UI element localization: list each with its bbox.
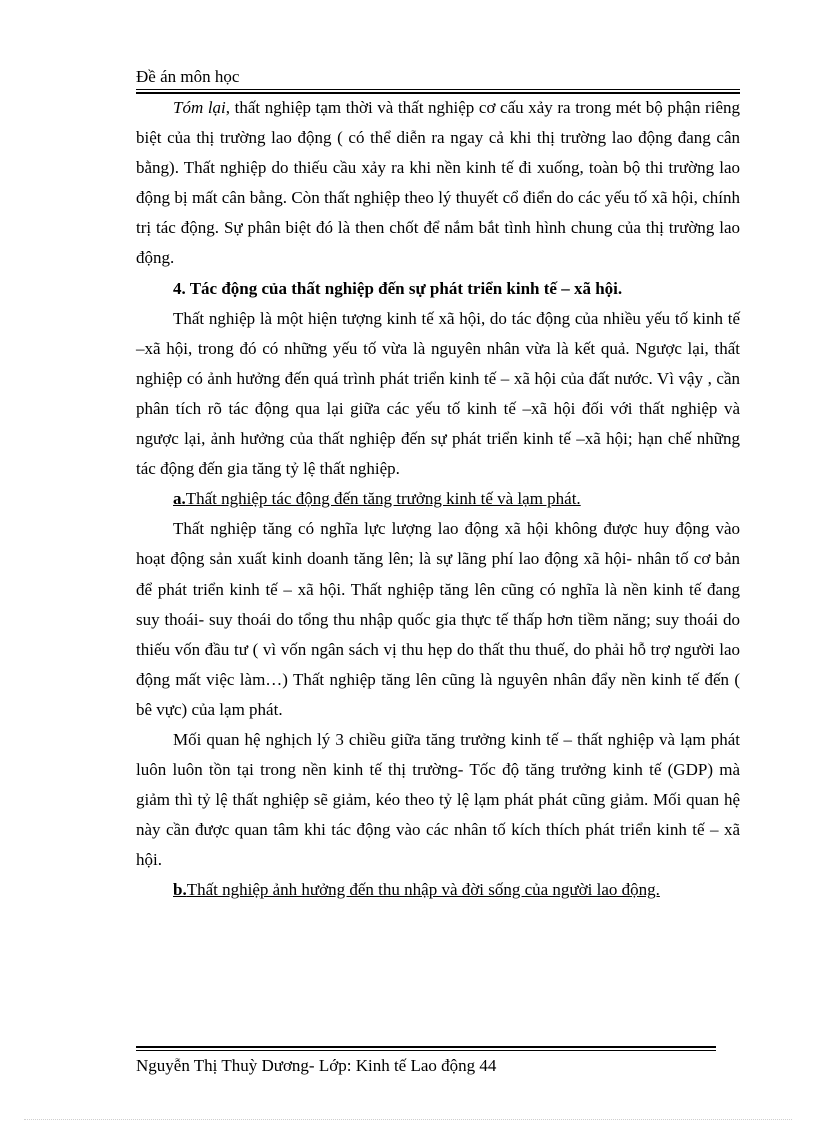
paragraph-text: , thất nghiệp tạm thời và thất nghiệp cơ cấu xảy ra trong mét bộ phận riêng biệt của thị trường lao động ( có thể diễn ra ngay cả khi thị trường lao động đang cân bằng). Thất nghiệp do thiếu cầu xảy ra khi nền kinh tế đi xuống, toàn bộ thi trường lao động bị mất cân bằng. Còn thất nghiệp theo lý thuyết cổ điển do các yếu tố xã hội, chính trị tác động. Sự phân biệt đó là then chốt để nắm bắt tình hình chung của thị trường lao động. <box>136 98 740 268</box>
paragraph-impact: Thất nghiệp là một hiện tượng kinh tế xã hội, do tác động của nhiều yếu tố kinh tế –xã hội, trong đó có những yếu tố vừa là nguyên nhân vừa là kết quả. Ngược lại, thất nghiệp có ảnh hưởng đến quá trình phát triển kinh tế – xã hội của đất nước. Vì vậy , cần phân tích rõ tác động qua lại giữa các yếu tố kinh tế –xã hội đối với thất nghiệp và ngược lại, ảnh hưởng của thất nghiệp đến sự phát triển kinh tế –xã hội; hạn chế những tác động đến gia tăng tỷ lệ thất nghiệp. <box>136 308 740 479</box>
paragraph-relationship: Mối quan hệ nghịch lý 3 chiều giữa tăng trưởng kinh tế – thất nghiệp và lạm phát luôn luôn tồn tại trong nền kinh tế thị trường- Tốc độ tăng trưởng kinh tế (GDP) mà giảm thì tỷ lệ thất nghiệp sẽ giảm, kéo theo tỷ lệ lạm phát phát cũng giảm. Mối quan hệ này cần được quan tâm khi tác động vào các nhân tố kích thích phát triển kinh tế – xã hội. <box>136 729 740 870</box>
subheading-b <box>136 875 740 905</box>
footer-rule <box>136 1050 716 1051</box>
page-header: Đề án môn học <box>136 67 240 86</box>
subheading-a <box>136 484 740 514</box>
section-heading: 4. Tác động của thất nghiệp đến sự phát triển kinh tế – xã hội. <box>173 278 623 298</box>
subheading-b-text: Thất nghiệp ảnh hưởng đến thu nhập và đời sống của người lao động. <box>186 880 660 900</box>
page-boundary <box>24 1119 792 1120</box>
document-body <box>136 93 740 906</box>
subheading-a-text: Thất nghiệp tác động đến tăng trưởng kinh tế và lạm phát. <box>185 489 581 509</box>
footer-rule-thick <box>136 1046 716 1048</box>
lead-phrase: Tóm lại <box>173 98 226 117</box>
subheading-a-letter: a. <box>173 489 186 509</box>
page-footer: Nguyễn Thị Thuỳ Dương- Lớp: Kinh tế Lao động 44 <box>136 1056 497 1075</box>
header-rule <box>136 89 740 90</box>
subheading-b-letter: b. <box>173 880 187 900</box>
paragraph-summary <box>136 93 740 274</box>
paragraph-growth: Thất nghiệp tăng có nghĩa lực lượng lao động xã hội không được huy động vào hoạt động sản xuất kinh doanh tăng lên; là sự lãng phí lao động xã hội- nhân tố cơ bản để phát triển kinh tế – xã hội. Thất nghiệp tăng lên cũng có nghĩa là nền kinh tế đang suy thoái- suy thoái do tổng thu nhập quốc gia thực tế thấp hơn tiềm năng; suy thoái do thiếu vốn đầu tư ( vì vốn ngân sách vị thu hẹp do thất thu thuế, do phải hỗ trợ người lao động mất việc làm…) Thất nghiệp tăng lên cũng là nguyên nhân đẩy nền kinh tế đến ( bê vực) của lạm phát. <box>136 519 740 719</box>
